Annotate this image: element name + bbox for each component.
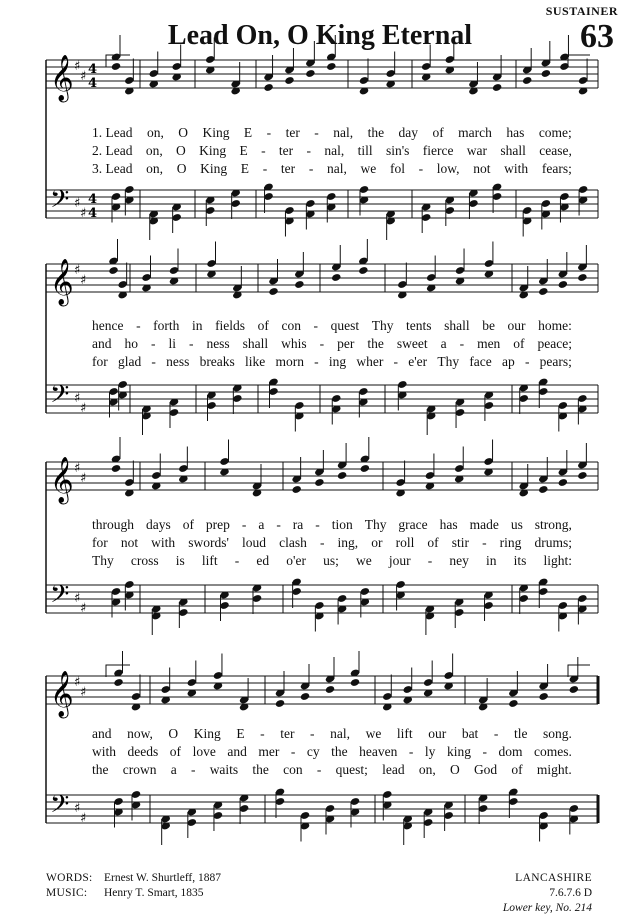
key-signature-icon: ♯ [74,59,81,74]
lyric-syllable: its [513,553,527,568]
lyric-syllable: quest; [335,762,368,777]
lyric-syllable: - [150,336,156,351]
lyric-syllable: king [446,744,471,759]
lyric-syllable: O [176,161,187,176]
lyric-syllable: - [308,161,314,176]
lyric-syllable: the [367,125,385,140]
lyric-syllable: - [266,125,272,140]
lyric-syllable: shall [500,143,526,158]
verse-line [92,517,572,533]
lyric-syllable: King [199,143,227,158]
lyric-syllable: we [355,553,372,568]
note-head [558,280,568,289]
lyric-syllable: a [440,336,447,351]
lyric-syllable: of [427,535,439,550]
lyric-syllable: ed [256,553,270,568]
lyric-syllable: till [357,143,373,158]
note-head [538,287,548,296]
lyric-syllable: cy [306,744,320,759]
lyric-syllable: ho [124,336,138,351]
lyric-syllable: jour [388,553,411,568]
lyric-syllable: - [314,354,319,369]
lyric-syllable: - [418,161,424,176]
lyric-syllable: - [260,726,265,741]
lyric-syllable: the [331,744,348,759]
tune-name: LANCASHIRE [515,872,592,884]
key-signature-icon: ♯ [74,591,81,606]
lyric-syllable: grace [398,517,428,532]
lyric-syllable: E [236,726,245,741]
lyric-syllable: clash [279,535,307,550]
lyric-syllable: prep [205,517,230,532]
lyric-syllable: lift [201,553,218,568]
lyric-syllable: the [92,762,109,777]
lyric-syllable: ing [328,354,347,369]
lyric-syllable: our [428,726,447,741]
treble-clef-icon: 𝄞 [50,457,74,503]
note-head [263,83,273,92]
lyric-syllable: - [319,535,325,550]
lyric-syllable: fierce [422,143,454,158]
lyric-syllable: of [182,517,194,532]
lyric-syllable: waits [209,762,239,777]
lyric-syllable: in [191,318,203,333]
lyric-syllable: - [393,354,399,369]
lyric-syllable: lift [396,726,413,741]
lyric-syllable: - [482,535,487,550]
lyric-syllable: pears; [539,354,572,369]
lyric-syllable: might. [536,762,572,777]
lyric-syllable: ness [206,336,230,351]
lyric-syllable: E [243,125,253,140]
lyric-syllable: face [469,354,492,369]
lyric-syllable: with [504,161,529,176]
lyric-syllable: us; [323,553,339,568]
lyric-syllable: forth [153,318,180,333]
lyric-syllable: or [371,535,383,550]
lyric-syllable: con [281,318,301,333]
note-head [350,678,360,687]
treble-clef-icon: 𝄞 [50,671,74,717]
lyric-syllable: on, [418,762,436,777]
key-signature-icon: ♯ [74,391,81,406]
lyric-syllable: E [240,161,250,176]
lyric-syllable: through [92,517,134,532]
lyric-syllable: - [188,336,194,351]
lyric-syllable: con [283,762,303,777]
note-head [325,685,335,694]
note-head [300,692,310,701]
lyric-syllable: has [506,125,525,140]
time-signature-icon: 4 [88,76,98,91]
lyric-syllable: the [252,762,269,777]
lyric-syllable: fol [389,161,405,176]
lyric-syllable: ring [499,535,522,550]
lyric-syllable: ney [449,553,469,568]
note-head [538,692,548,701]
lyric-syllable: sin's [385,143,410,158]
lyric-syllable: e'er [408,354,428,369]
verse-line [92,125,572,141]
lyric-syllable: Thy [371,318,394,333]
words-credit: WORDS: Ernest W. Shurtleff, 1887 [46,872,222,884]
note-head [508,699,518,708]
lyric-syllable: and [92,336,112,351]
bass-clef-icon: 𝄢 [50,790,70,825]
lyric-syllable: - [276,517,281,532]
lyric-syllable: li [168,336,176,351]
verse-line [92,354,572,370]
lyric-syllable: fields [215,318,246,333]
note-head [569,685,579,694]
lyric-syllable: nal, [324,143,345,158]
lyric-syllable: peace; [537,336,572,351]
lyric-syllable: - [234,553,240,568]
lyric-syllable: lead [382,762,405,777]
note-head [284,76,294,85]
lyric-syllable: breaks [199,354,235,369]
lyric-syllable: mer [258,744,280,759]
note-head [522,76,532,85]
lyric-syllable: and [227,744,247,759]
lyric-syllable: is [175,553,185,568]
lyric-syllable: - [319,336,325,351]
note-head [577,471,587,480]
lyric-syllable: - [408,744,414,759]
bass-clef-icon: 𝄢 [50,580,70,615]
lyric-syllable: hence [92,318,124,333]
lyric-syllable: ter [280,726,295,741]
lyric-syllable: Thy [364,517,387,532]
lyric-syllable: come; [538,125,572,140]
lyric-syllable: of [511,762,523,777]
bass-clef-icon: 𝄢 [50,380,70,415]
lyric-syllable: has [439,517,458,532]
lyric-syllable: ly [424,744,436,759]
lyric-syllable: ra [292,517,304,532]
lyric-syllable: nal, [330,726,350,741]
lyric-syllable: not [120,535,139,550]
lyric-syllable: like [245,354,266,369]
alternate-key-note: Lower key, No. 214 [502,902,592,914]
lyric-syllable: war [466,143,488,158]
note-head [358,266,368,275]
lyric-syllable: Thy [437,354,460,369]
lyric-syllable: - [290,744,296,759]
lyric-syllable: 3. Lead [92,161,133,176]
lyric-syllable: day [398,125,419,140]
lyric-syllable: o'er [286,553,306,568]
lyric-syllable: men [477,336,501,351]
lyric-syllable: - [315,517,320,532]
lyric-syllable: we [360,161,377,176]
lyric-syllable: glad [117,354,142,369]
lyric-syllable: shall [444,318,470,333]
lyric-syllable: ness [166,354,190,369]
note-head [577,273,587,282]
lyric-syllable: not [473,161,491,176]
tune-info [503,871,592,916]
lyric-syllable: - [524,354,530,369]
lyric-syllable: song. [543,726,572,741]
time-signature-icon: 4 [88,62,98,77]
lyric-syllable: dom [498,744,523,759]
key-signature-icon: ♯ [80,471,87,486]
note-head [111,62,121,71]
treble-clef-icon: 𝄞 [50,55,74,101]
lyric-syllable: nal, [333,125,354,140]
verse-line [92,726,572,742]
lyric-syllable: tle [513,726,528,741]
lyric-syllable: - [427,553,433,568]
lyric-syllable: and [92,726,112,741]
lyric-syllable: strong, [534,517,572,532]
lyric-syllable: with [92,744,117,759]
lyric-syllable: - [313,318,319,333]
treble-clef-icon: 𝄞 [50,259,74,305]
lyric-syllable: - [151,354,156,369]
lyric-syllable: we [365,726,382,741]
note-head [337,471,347,480]
hymn-number: 63 [580,18,614,55]
lyric-syllable: comes. [534,744,572,759]
hymn-title: Lead On, O King Eternal [167,20,473,51]
lyric-syllable: for [92,354,108,369]
note-head [331,273,341,282]
lyric-syllable: E [239,143,248,158]
note-head [492,83,502,92]
lyric-syllable: - [190,762,196,777]
lyric-syllable: with [151,535,176,550]
lyric-syllable: ter [280,161,296,176]
note-head [538,485,548,494]
key-signature-icon: ♯ [74,461,81,476]
key-signature-icon: ♯ [80,811,87,826]
lyric-syllable: swords' [188,535,229,550]
note-head [108,266,118,275]
lyric-syllable: O [168,726,179,741]
lyric-syllable: ter [278,143,294,158]
lyric-syllable: King [200,161,228,176]
lyric-syllable: morn [275,354,304,369]
note-head [291,485,301,494]
lyric-syllable: us [510,517,523,532]
lyric-syllable: whis [281,336,307,351]
note-head [314,478,324,487]
lyric-syllable: a [170,762,177,777]
lyric-syllable: 2. Lead [92,143,133,158]
note-head [305,69,315,78]
lyric-syllable: low, [436,161,460,176]
lyric-syllable: be [482,318,495,333]
key-signature-icon: ♯ [80,69,87,84]
note-head [326,62,336,71]
lyric-syllable: in [485,553,497,568]
lyric-syllable: cross [130,553,159,568]
lyric-syllable: - [493,726,499,741]
lyric-syllable: - [314,125,319,140]
lyric-syllable: bat [461,726,479,741]
verse-line [92,143,572,159]
lyric-syllable: - [316,762,322,777]
key-signature-icon: ♯ [74,675,81,690]
lyric-syllable: ap [502,354,515,369]
key-signature-icon: ♯ [80,601,87,616]
music-credit: MUSIC: Henry T. Smart, 1835 [46,887,204,899]
lyric-syllable: tion [331,517,353,532]
lyric-syllable: nal, [326,161,347,176]
lyric-syllable: cease, [539,143,572,158]
lyric-syllable: a [258,517,265,532]
lyric-syllable: roll [395,535,415,550]
tune-meter: 7.6.7.6 D [549,887,592,899]
lyric-syllable: on, [145,143,163,158]
lyric-syllable: God [473,762,498,777]
lyric-syllable: our [507,318,526,333]
key-signature-icon: ♯ [80,685,87,700]
lyric-syllable: - [306,143,312,158]
lyric-syllable: the [367,336,384,351]
lyric-syllable: made [469,517,499,532]
lyric-syllable: heaven [359,744,398,759]
lyric-syllable: of [432,125,444,140]
lyric-syllable: King [193,726,221,741]
lyric-syllable: O [178,125,189,140]
lyric-syllable: quest [330,318,360,333]
lyric-syllable: deeds [127,744,159,759]
lyric-syllable: now, [127,726,153,741]
time-signature-icon: 4 [88,192,98,207]
key-signature-icon: ♯ [80,401,87,416]
note-head [541,69,551,78]
lyric-syllable: ter [285,125,300,140]
lyric-syllable: of [513,336,525,351]
time-signature-icon: 4 [88,206,98,221]
lyric-syllable: Thy [92,553,114,568]
note-head [360,464,370,473]
note-head [294,280,304,289]
note-head [113,678,123,687]
note-head [558,478,568,487]
bass-clef-icon: 𝄢 [50,185,70,220]
lyric-syllable: - [136,318,141,333]
lyric-syllable: days [145,517,171,532]
lyric-syllable: loud [242,535,267,550]
note-head [111,464,121,473]
lyric-syllable: of [169,744,182,759]
lyric-syllable: - [241,517,247,532]
lyric-syllable: O [176,143,186,158]
lyric-syllable: King [202,125,230,140]
verse-line [92,762,572,778]
key-signature-icon: ♯ [74,801,81,816]
verse-line [92,318,572,334]
lyric-syllable: ing, [337,535,359,550]
verse-line [92,336,572,352]
lyric-syllable: 1. Lead [92,125,133,140]
lyric-syllable: - [310,726,315,741]
note-head [268,287,278,296]
verse-line [92,535,572,551]
lyric-syllable: - [482,744,487,759]
verse-line [92,553,572,569]
key-signature-icon: ♯ [80,206,87,221]
lyric-syllable: - [262,161,268,176]
lyric-syllable: per [337,336,355,351]
lyric-syllable: - [459,336,465,351]
lyric-syllable: light: [543,553,572,568]
lyric-syllable: stir [451,535,469,550]
lyric-syllable: love [192,744,216,759]
verse-line [92,161,572,177]
lyric-syllable: on, [146,161,164,176]
lyric-syllable: shall [242,336,269,351]
lyric-syllable: wher [356,354,384,369]
lyric-syllable: O [449,762,460,777]
lyric-syllable: - [261,143,266,158]
lyric-syllable: on, [146,125,164,140]
lyric-syllable: of [257,318,269,333]
lyric-syllable: drums; [534,535,572,550]
lyric-syllable: tents [406,318,432,333]
lyric-syllable: fears; [541,161,572,176]
lyric-syllable: for [92,535,108,550]
key-signature-icon: ♯ [74,196,81,211]
key-signature-icon: ♯ [80,273,87,288]
phrase-bracket [568,665,590,677]
lyric-syllable: sweet [396,336,428,351]
verse-line [92,744,572,760]
lyric-syllable: crown [122,762,157,777]
note-head [275,699,285,708]
lyric-syllable: home: [538,318,572,333]
lyric-syllable: march [458,125,492,140]
key-signature-icon: ♯ [74,263,81,278]
section-label: SUSTAINER [545,4,618,18]
credits [46,871,221,901]
